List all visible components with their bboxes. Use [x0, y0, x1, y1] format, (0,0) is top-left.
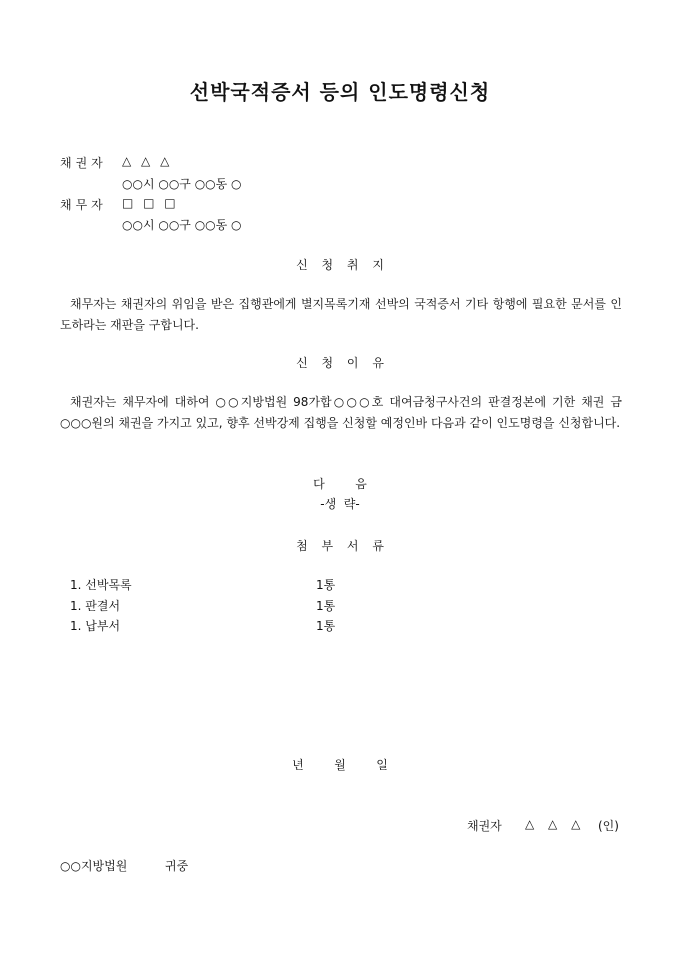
attachment-count: 1통 [316, 578, 336, 592]
signature-name: △ △ △ [525, 817, 581, 831]
attachment-count: 1통 [316, 599, 336, 613]
debtor-address: ○○시 ○○구 ○○동 ○ [122, 218, 242, 232]
creditor-name: △ △ △ [122, 154, 170, 168]
attachment-name: 1. 선박목록 [70, 578, 132, 592]
court-name: ○○지방법원 [60, 859, 128, 873]
purpose-heading: 신 청 취 지 [296, 258, 384, 272]
court-suffix: 귀중 [165, 859, 189, 873]
following-heading: 다 음 [313, 477, 367, 491]
debtor-name: □ □ □ [122, 196, 176, 210]
debtor-label: 채무자 [60, 198, 107, 212]
date-line: 년 월 일 [292, 758, 388, 772]
signature-label: 채권자 [467, 819, 502, 833]
attachment-count: 1통 [316, 619, 336, 633]
reason-heading: 신 청 이 유 [296, 356, 384, 370]
document-title: 선박국적증서 등의 인도명령신청 [189, 80, 491, 104]
seal-mark: (인) [598, 819, 619, 833]
purpose-text: 채무자는 채권자의 위임을 받은 집행관에게 별지목록기재 선박의 국적증서 기타 항행에 필요한 문서를 인도하라는 재판을 구합니다. [60, 297, 622, 332]
creditor-label: 채권자 [60, 156, 107, 170]
creditor-address: ○○시 ○○구 ○○동 ○ [122, 177, 242, 191]
attachment-name: 1. 납부서 [70, 619, 121, 633]
attachment-name: 1. 판결서 [70, 599, 121, 613]
reason-text: 채권자는 채무자에 대하여 ○○지방법원 98가합○○○호 대여금청구사건의 판결정본에 기한 채권 금 ○○○원의 채권을 가지고 있고, 향후 선박강제 집행을 신청할 예정인바 다음과 같이 인도명령을 신청합니다. [60, 395, 622, 430]
following-omitted: -생 략- [320, 497, 360, 511]
attachments-heading: 첨 부 서 류 [296, 539, 384, 553]
